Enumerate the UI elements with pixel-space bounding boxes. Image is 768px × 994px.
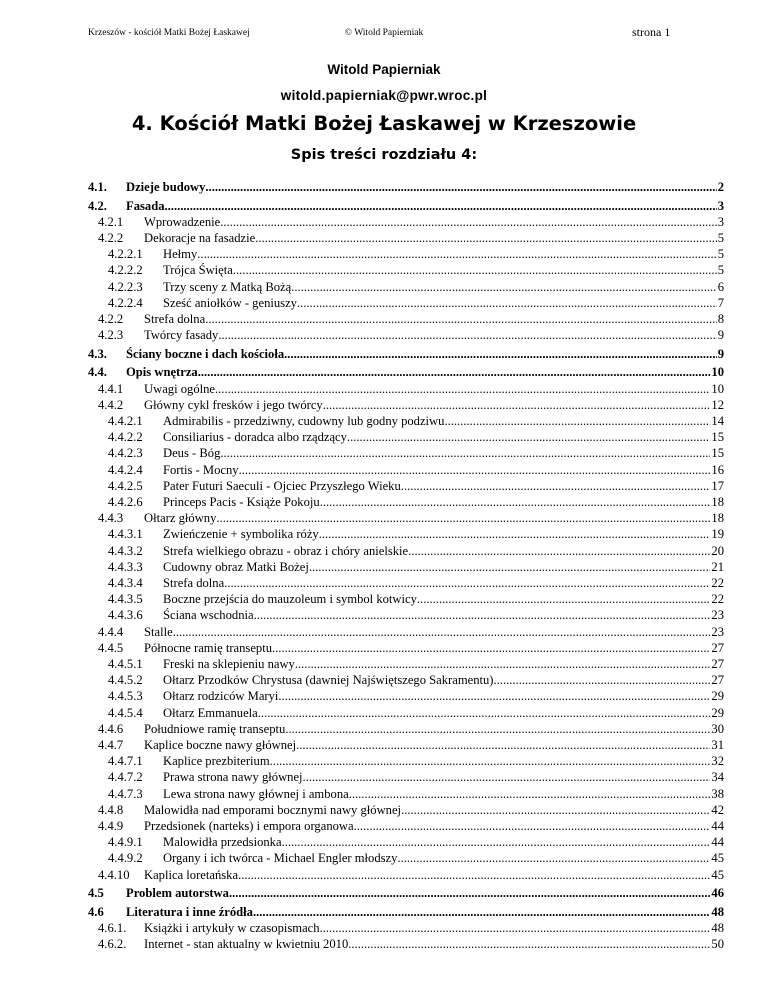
- toc-entry-page: 31: [711, 738, 724, 752]
- toc-entry-number: 4.4.3.1: [108, 527, 143, 542]
- toc-entry-label: Freski na sklepieniu nawy: [163, 657, 295, 671]
- toc-entry-label: Opis wnętrza: [126, 365, 198, 380]
- toc-entry-number: 4.6.1.: [98, 921, 127, 935]
- toc-entry-label: Północne ramię transeptu: [144, 640, 272, 655]
- toc-entry-number: 4.4.6: [98, 721, 124, 736]
- toc-entry-number: 4.4.5.3: [108, 689, 143, 704]
- toc-entry-number: 4.4.2.6: [108, 495, 143, 509]
- toc-entry[interactable]: [98, 866, 724, 884]
- toc-entry-label: Ołtarz Emmanuela: [163, 705, 258, 720]
- toc-entry-page: 15: [711, 430, 724, 445]
- toc-entry-label: Boczne przejścia do mauzoleum i symbol kotwicy: [163, 592, 417, 607]
- toc-entry-label: Princeps Pacis - Książe Pokoju: [163, 495, 320, 509]
- toc-entry-number: 4.4.3.4: [108, 576, 143, 590]
- toc-entry-number: 4.4.9.2: [108, 851, 143, 866]
- page-number: strona 1: [632, 25, 671, 39]
- toc-entry-page: 32: [711, 754, 724, 769]
- toc-entry-page: 23: [711, 624, 724, 639]
- toc-entry-label: Admirabilis - przedziwny, cudowny lub godny podziwu: [163, 414, 445, 428]
- toc-entry-page: 27: [711, 640, 724, 655]
- toc-entry-page: 44: [711, 835, 724, 850]
- toc-entry-page: 21: [711, 559, 724, 574]
- toc-dot-leader: [218, 326, 716, 344]
- header-center: © Witold Papierniak: [344, 28, 424, 38]
- toc-entry-label: Lewa strona nawy głównej i ambona: [163, 786, 349, 801]
- toc-entry-number: 4.4.3.2: [108, 543, 143, 558]
- toc-entry-page: 16: [711, 462, 724, 477]
- toc-entry-page: 18: [711, 511, 724, 526]
- toc-entry-number: 4.2.1: [98, 214, 124, 229]
- toc-entry-page: 5: [717, 263, 724, 278]
- toc-entry-number: 4.2.: [88, 198, 107, 213]
- toc-entry-number: 4.4.7.1: [108, 754, 143, 769]
- toc-entry-number: 4.6: [88, 904, 104, 919]
- toc-entry-page: 46: [711, 886, 724, 901]
- author-name: Witold Papierniak: [327, 62, 441, 77]
- toc-entry-number: 4.4.3.6: [108, 608, 143, 623]
- toc-entry-page: 9: [717, 328, 724, 343]
- toc-entry-number: 4.4.2: [98, 397, 124, 412]
- toc-dot-leader: [205, 178, 716, 196]
- toc-entry-label: Przedsionek (narteks) i empora organowa: [144, 819, 354, 833]
- toc-entry-page: 17: [711, 478, 724, 493]
- toc-entry-label: Malowidła przedsionka: [163, 835, 282, 850]
- toc-entry-number: 4.1.: [88, 180, 107, 194]
- toc-entry-page: 44: [711, 819, 724, 833]
- toc-entry-label: Cudowny obraz Matki Bożej: [163, 559, 309, 574]
- toc-entry-page: 19: [711, 527, 724, 542]
- toc-entry-page: 10: [711, 381, 724, 396]
- toc-entry-page: 22: [711, 592, 724, 607]
- toc-entry-page: 34: [711, 770, 724, 785]
- toc-entry-page: 10: [711, 365, 724, 380]
- toc-entry-label: Organy i ich twórca - Michael Engler młodszy: [163, 851, 398, 866]
- toc-entry-label: Kaplica loretańska: [144, 867, 239, 882]
- toc-entry-number: 4.4.2.5: [108, 478, 143, 493]
- toc-entry-number: 4.2.2.4: [108, 295, 143, 310]
- toc-entry-page: 27: [711, 657, 724, 671]
- toc-entry-page: 29: [711, 689, 724, 704]
- toc-entry-page: 42: [711, 802, 724, 817]
- toc-entry-page: 8: [717, 312, 724, 326]
- toc-entry-label: Strefa wielkiego obrazu - obraz i chóry anielskie: [163, 543, 409, 558]
- toc-entry[interactable]: [88, 345, 724, 363]
- toc-entry-label: Twórcy fasady: [144, 328, 219, 343]
- toc-entry-label: Ściana wschodnia: [163, 608, 254, 623]
- toc-entry-page: 45: [711, 851, 724, 866]
- toc-entry[interactable]: [88, 178, 724, 196]
- toc-entry-page: 48: [711, 904, 724, 919]
- toc-entry-label: Pater Futuri Saeculi - Ojciec Przyszłego Wieku: [163, 478, 401, 493]
- toc-entry-page: 18: [711, 495, 724, 509]
- toc-entry-number: 4.4.8: [98, 802, 124, 817]
- toc-entry-label: Kaplice boczne nawy głównej: [144, 738, 297, 752]
- toc-entry-label: Stalle: [144, 624, 173, 639]
- toc-entry-label: Internet - stan aktualny w kwietniu 2010: [144, 937, 349, 952]
- toc-entry-number: 4.4.3: [98, 511, 124, 526]
- toc-entry-number: 4.4.2.3: [108, 446, 143, 461]
- toc-entry-label: Trzy sceny z Matką Bożą: [163, 279, 292, 294]
- toc-dot-leader: [229, 884, 710, 902]
- toc-heading: Spis treści rozdziału 4:: [290, 147, 478, 163]
- toc-entry-label: Ołtarz Przodków Chrystusa (dawniej Najświętszego Sakramentu): [163, 673, 494, 688]
- toc-entry-label: Literatura i inne źródła: [126, 904, 253, 919]
- toc-entry-label: Malowidła nad emporami bocznymi nawy głównej: [144, 802, 402, 817]
- toc-dot-leader: [238, 866, 710, 884]
- toc-entry[interactable]: [98, 935, 724, 953]
- toc-entry-page: 23: [711, 608, 724, 623]
- toc-entry-label: Sześć aniołków - geniuszy: [163, 295, 297, 310]
- toc-entry-label: Zwieńczenie + symbolika róży: [163, 527, 319, 542]
- toc-entry-number: 4.5: [88, 886, 104, 901]
- toc-entry-number: 4.4.3.5: [108, 592, 143, 607]
- toc-entry-label: Strefa dolna: [144, 312, 206, 326]
- toc-dot-leader: [284, 345, 717, 363]
- toc-entry-label: Consiliarius - doradca albo rządzący: [163, 430, 347, 445]
- toc-entry-number: 4.2.3: [98, 328, 124, 343]
- toc-entry-page: 6: [717, 279, 724, 294]
- toc-entry-page: 20: [711, 543, 724, 558]
- toc-entry-label: Ołtarz główny: [144, 511, 217, 526]
- toc-entry-label: Kaplice prezbiterium: [163, 754, 270, 769]
- toc-entry-number: 4.2.2.2: [108, 263, 143, 278]
- toc-entry-page: 30: [711, 721, 724, 736]
- toc-entry[interactable]: [98, 326, 724, 344]
- toc-entry-label: Południowe ramię transeptu: [144, 721, 286, 736]
- toc-entry-page: 5: [717, 231, 724, 245]
- toc-entry-number: 4.4.9.1: [108, 835, 143, 850]
- toc-entry-page: 3: [717, 198, 724, 213]
- toc-entry-number: 4.6.2.: [98, 937, 127, 952]
- toc-entry-label: Trójca Święta: [163, 263, 233, 278]
- toc-entry-label: Wprowadzenie: [144, 214, 221, 229]
- toc-entry-number: 4.4.2.4: [108, 462, 143, 477]
- toc-entry-number: 4.4.4: [98, 624, 124, 639]
- toc-entry-label: Ściany boczne i dach kościoła: [126, 346, 285, 361]
- toc-entry-number: 4.4.5.1: [108, 657, 143, 671]
- toc-entry-number: 4.4.5.4: [108, 705, 143, 720]
- toc-entry-label: Główny cykl fresków i jego twórcy: [144, 397, 323, 412]
- chapter-title: 4. Kościół Matki Bożej Łaskawej w Krzeszowie: [131, 112, 637, 135]
- toc-entry-label: Fasada: [126, 198, 165, 213]
- toc-entry-page: 9: [717, 346, 724, 361]
- toc-entry-number: 4.4.7.3: [108, 786, 143, 801]
- toc-entry-page: 27: [711, 673, 724, 688]
- toc-entry-number: 4.4.10: [98, 867, 130, 882]
- toc-dot-leader: [348, 935, 710, 953]
- toc-entry-number: 4.4.5: [98, 640, 124, 655]
- toc-entry-page: 12: [711, 397, 724, 412]
- toc-entry-label: Dzieje budowy: [126, 180, 206, 194]
- toc-entry-number: 4.2.2.3: [108, 279, 143, 294]
- toc-entry-page: 45: [711, 867, 724, 882]
- toc-entry-label: Uwagi ogólne: [144, 381, 215, 396]
- toc-entry-number: 4.2.2.1: [108, 247, 143, 262]
- toc-entry-label: Prawa strona nawy głównej: [163, 770, 303, 785]
- toc-entry-page: 38: [711, 786, 724, 801]
- toc-entry-label: Książki i artykuły w czasopismach: [144, 921, 320, 935]
- toc-entry-label: Problem autorstwa: [126, 886, 229, 901]
- toc-entry-number: 4.4.5.2: [108, 673, 143, 688]
- toc-entry-label: Deus - Bóg: [163, 446, 221, 461]
- toc-entry-number: 4.4.1: [98, 381, 124, 396]
- toc-entry-number: 4.4.3.3: [108, 559, 143, 574]
- toc-entry-label: Fortis - Mocny: [163, 462, 239, 477]
- toc-entry-page: 29: [711, 705, 724, 720]
- toc-entry-number: 4.2.2: [98, 231, 124, 245]
- toc-entry-page: 3: [717, 214, 724, 229]
- toc-entry[interactable]: [88, 884, 724, 902]
- toc-entry-number: 4.4.2.1: [108, 414, 143, 428]
- toc-entry-number: 4.4.9: [98, 819, 124, 833]
- toc-entry-page: 48: [711, 921, 724, 935]
- header-left: Krzeszów - kościół Matki Bożej Łaskawej: [88, 28, 250, 38]
- toc-entry-number: 4.4.7.2: [108, 770, 143, 785]
- toc-entry-page: 14: [711, 414, 724, 428]
- toc-entry-number: 4.2.2: [98, 312, 124, 326]
- toc-entry-number: 4.3.: [88, 346, 107, 361]
- toc-entry-number: 4.4.2.2: [108, 430, 143, 445]
- toc-entry-page: 22: [711, 576, 724, 590]
- toc-entry-page: 7: [717, 295, 724, 310]
- toc-entry-number: 4.4.: [88, 365, 107, 380]
- toc-entry-page: 15: [711, 446, 724, 461]
- author-email: witold.papierniak@pwr.wroc.pl: [280, 88, 488, 103]
- toc-entry-label: Dekoracje na fasadzie: [144, 231, 256, 245]
- toc-entry-number: 4.4.7: [98, 738, 124, 752]
- toc-entry-page: 5: [717, 247, 724, 262]
- toc-entry-page: 50: [711, 937, 724, 952]
- toc-entry-page: 2: [717, 180, 724, 194]
- toc-entry-label: Strefa dolna: [163, 576, 225, 590]
- toc-entry-label: Ołtarz rodziców Maryi: [163, 689, 279, 704]
- toc-entry-label: Hełmy: [163, 247, 198, 262]
